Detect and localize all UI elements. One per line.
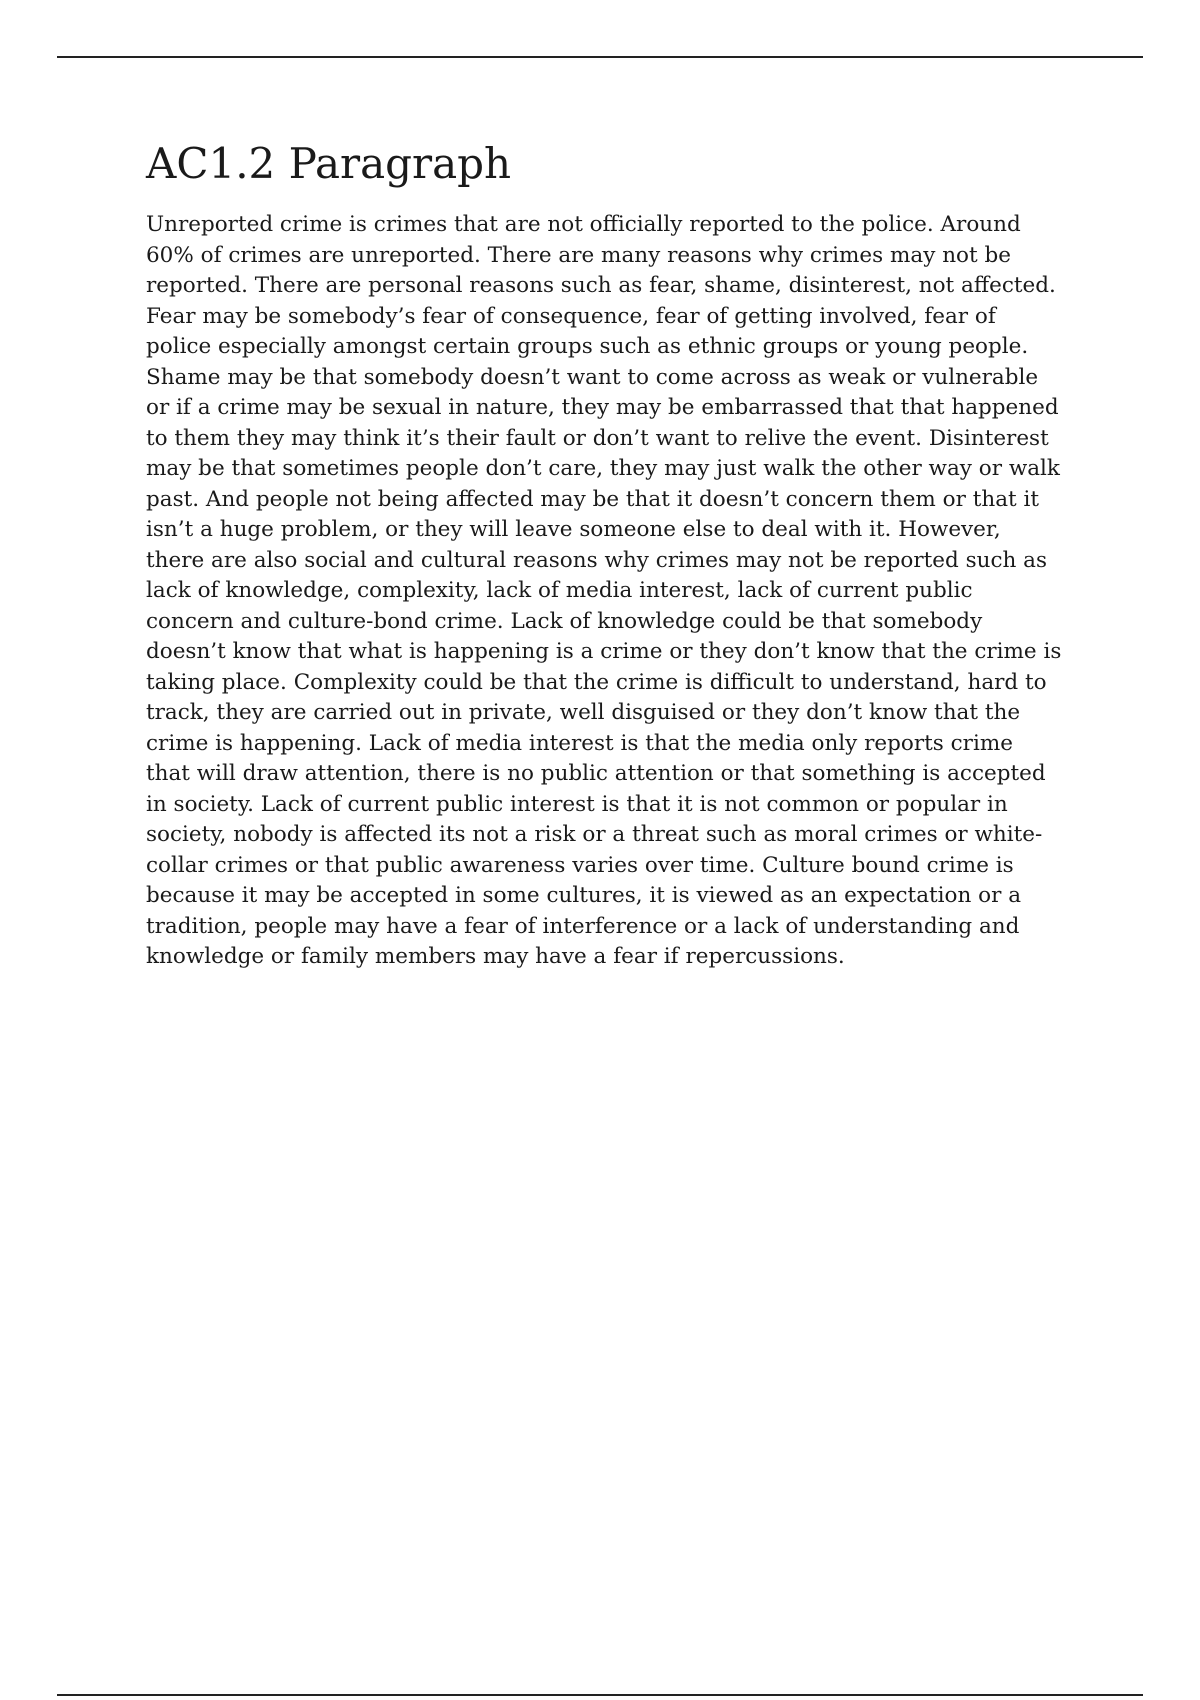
document-paragraph: Unreported crime is crimes that are not officially reported to the police. Around 60% of crimes are unreported. There are many reasons why crimes may not be reported. There are personal reasons such as fear, shame, disinterest, not affected. Fear may be somebody’s fear of consequence, fear of getting involved, fear of police especially amongst certain groups such as ethnic groups or young people. Shame may be that somebody doesn’t want to come across as weak or vulnerable or if a crime may be sexual in nature, they may be embarrassed that that happened to them they may think it’s their fault or don’t want to relive the event. Disinterest may be that sometimes people don’t care, they may just walk the other way or walk past. And people not being affected may be that it doesn’t concern them or that it isn’t a huge problem, or they will leave someone else to deal with it. However, there are also social and cultural reasons why crimes may not be reported such as lack of knowledge, complexity, lack of media interest, lack of current public concern and culture-bond crime. Lack of knowledge could be that somebody doesn’t know that what is happening is a crime or they don’t know that the crime is taking place. Complexity could be that the crime is difficult to understand, hard to track, they are carried out in private, well disguised or they don’t know that the crime is happening. Lack of media interest is that the media only reports crime that will draw attention, there is no public attention or that something is accepted in society. Lack of current public interest is that it is not common or popular in society, nobody is affected its not a risk or a threat such as moral crimes or white-collar crimes or that public awareness varies over time. Culture bound crime is because it may be accepted in some cultures, it is viewed as an expectation or a tradition, people may have a fear of interference or a lack of understanding and knowledge or family members may have a fear if repercussions. [146,212,1062,970]
document-title: AC1.2 Paragraph [146,139,512,188]
header-rule [57,56,1143,58]
document-body [146,140,1062,973]
footer-rule [57,1694,1143,1696]
